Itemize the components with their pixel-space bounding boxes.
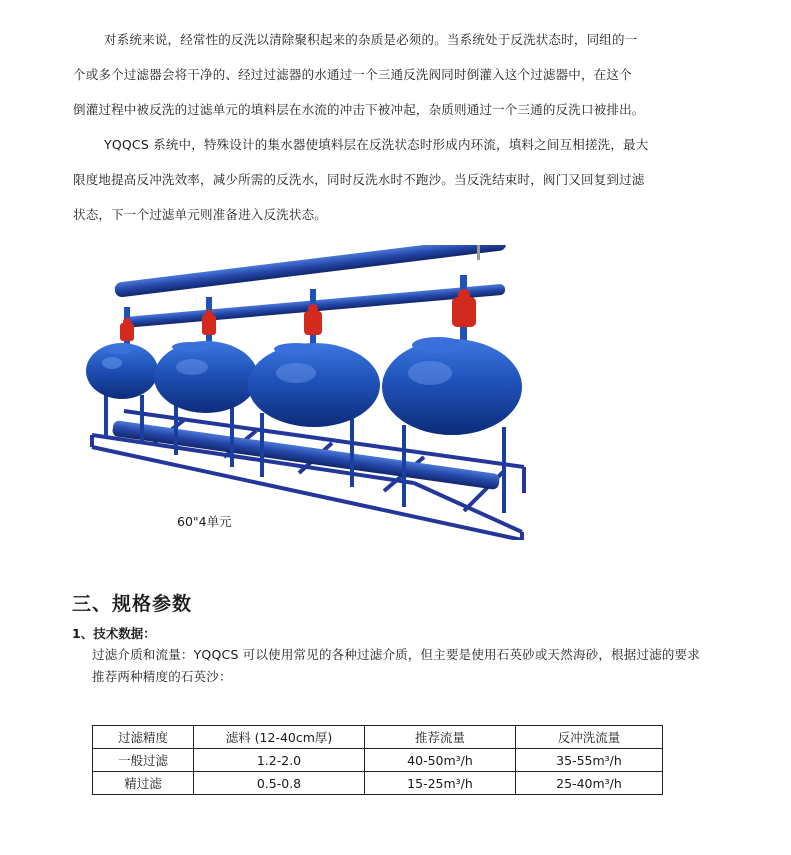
section-title: 三、规格参数: [72, 593, 193, 615]
table-header-row: [93, 726, 663, 749]
filter-tanks: [86, 337, 522, 435]
table-header-cell: 推荐流量: [365, 726, 516, 749]
section-subtitle: 1、技术数据：: [72, 626, 156, 641]
table-header-cell: 滤料 (12-40cm厚): [194, 726, 365, 749]
intro-line: 个或多个过滤器会将干净的、经过过滤器的水通过一个三通反洗阀同时倒灌入这个过滤器中，在这个: [73, 67, 632, 82]
figure-caption: 60"4单元: [177, 514, 232, 529]
table-cell: 25-40m³/h: [516, 772, 663, 795]
intro-line: YQQCS 系统中，特殊设计的集水器使填料层在反洗状态时形成内环流，填料之间互相搓洗，最大: [104, 137, 649, 152]
spec-table: [92, 725, 663, 795]
table-cell: 精过滤: [93, 772, 194, 795]
table-row: [93, 749, 663, 772]
table-cell: 0.5-0.8: [194, 772, 365, 795]
section-body-line: 过滤介质和流量：YQQCS 可以使用常见的各种过滤介质，但主要是使用石英砂或天然海砂，根据过滤的要求: [92, 647, 700, 662]
table-cell: 15-25m³/h: [365, 772, 516, 795]
table-cell: 一般过滤: [93, 749, 194, 772]
intro-line: 对系统来说，经常性的反洗以清除聚积起来的杂质是必须的。当系统处于反洗状态时，同组的一: [104, 32, 638, 47]
table-cell: 1.2-2.0: [194, 749, 365, 772]
table-row: [93, 772, 663, 795]
section-body-line: 推荐两种精度的石英沙：: [92, 669, 232, 684]
table-cell: 40-50m³/h: [365, 749, 516, 772]
table-header-cell: 反冲洗流量: [516, 726, 663, 749]
filter-tank: [382, 339, 522, 435]
intro-line: 限度地提高反冲洗效率，减少所需的反洗水，同时反洗水时不跑沙。当反洗结束时，阀门又回复到过滤: [73, 172, 645, 187]
filter-tank: [154, 341, 258, 413]
table-header-cell: 过滤精度: [93, 726, 194, 749]
sand-filter-illustration: [84, 245, 534, 540]
filter-tank: [248, 343, 380, 427]
intro-line: 倒灌过程中被反洗的过滤单元的填料层在水流的冲击下被冲起，杂质则通过一个三通的反洗口被排出。: [73, 102, 645, 117]
pressure-gauge-stem: [477, 245, 480, 260]
intro-line: 状态，下一个过滤单元则准备进入反洗状态。: [73, 207, 328, 222]
table-cell: 35-55m³/h: [516, 749, 663, 772]
